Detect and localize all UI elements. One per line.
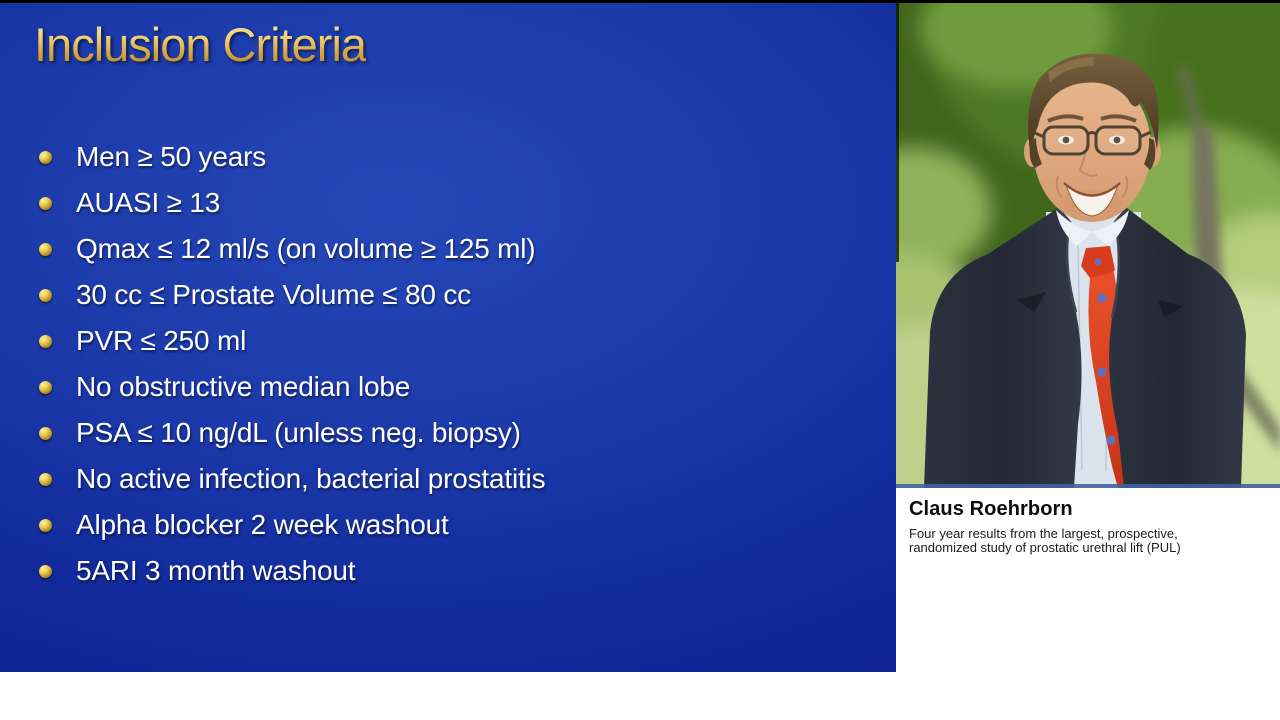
list-item (39, 134, 545, 180)
bullet-text: Alpha blocker 2 week washout (76, 509, 449, 540)
bullet-sphere-icon (39, 151, 52, 164)
bullet-sphere-icon (39, 473, 52, 486)
list-item (39, 180, 545, 226)
list-item (39, 548, 545, 594)
list-item (39, 272, 545, 318)
bullet-text: Qmax ≤ 12 ml/s (on volume ≥ 125 ml) (76, 233, 536, 264)
bullet-text: PVR ≤ 250 ml (76, 325, 247, 356)
bullet-text: 5ARI 3 month washout (76, 555, 356, 586)
list-item (39, 364, 545, 410)
list-item (39, 226, 545, 272)
bullet-text: AUASI ≥ 13 (76, 187, 221, 218)
bullet-text: Men ≥ 50 years (76, 141, 266, 172)
list-item (39, 318, 545, 364)
bullet-sphere-icon (39, 243, 52, 256)
bullet-text: No obstructive median lobe (76, 371, 411, 402)
bullet-sphere-icon (39, 519, 52, 532)
bullet-sphere-icon (39, 335, 52, 348)
list-item (39, 456, 545, 502)
bullet-list (39, 134, 545, 594)
presentation-slide (0, 3, 896, 672)
bullet-sphere-icon (39, 381, 52, 394)
slide-title: Inclusion Criteria (34, 17, 366, 73)
list-item (39, 502, 545, 548)
top-letterbox-bar (0, 0, 1280, 3)
speaker-caption-panel (896, 488, 1280, 720)
list-item (39, 410, 545, 456)
bullet-text: 30 cc ≤ Prostate Volume ≤ 80 cc (76, 279, 471, 310)
bullet-text: PSA ≤ 10 ng/dL (unless neg. biopsy) (76, 417, 521, 448)
bullet-text: No active infection, bacterial prostatitis (76, 463, 546, 494)
speaker-description-line2: randomized study of prostatic urethral lift (PUL) (909, 539, 1181, 555)
speaker-description-line1: Four year results from the largest, prospective, (909, 526, 1178, 541)
bullet-sphere-icon (39, 289, 52, 302)
bullet-sphere-icon (39, 197, 52, 210)
speaker-photo-art (896, 0, 1280, 488)
speaker-description (909, 527, 1266, 554)
bullet-sphere-icon (39, 565, 52, 578)
speaker-photo (896, 0, 1280, 488)
speaker-name: Claus Roehrborn (909, 498, 1073, 520)
bullet-sphere-icon (39, 427, 52, 440)
